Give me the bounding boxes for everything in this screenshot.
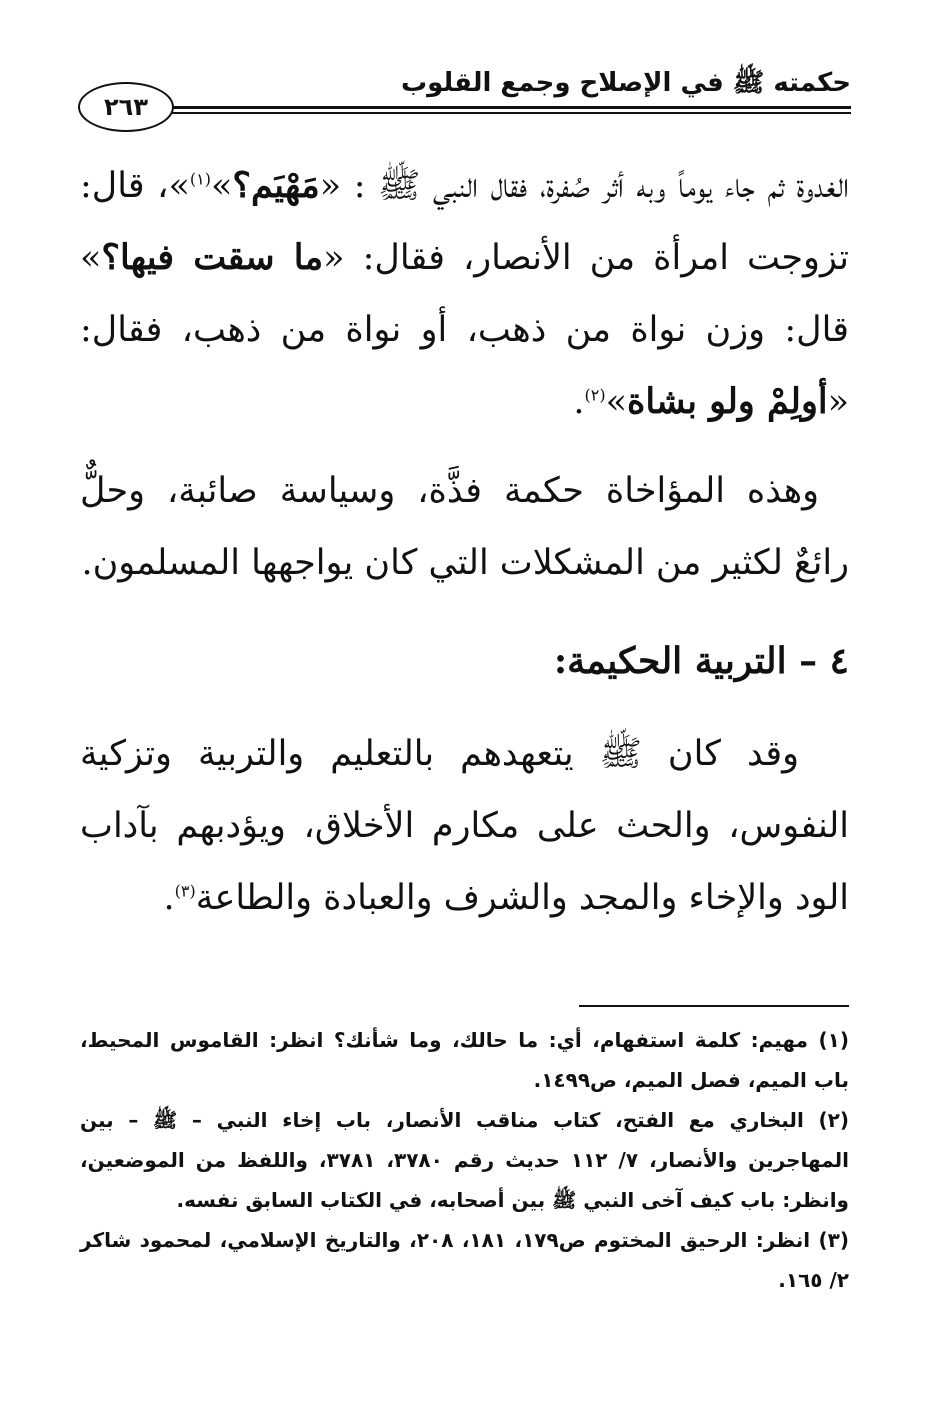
footnote-item <box>80 1100 849 1220</box>
hadith-quote: ما سقت فيها؟ <box>101 237 324 278</box>
header-rule-thin <box>160 112 851 114</box>
footnote-ref-1[interactable]: (١) <box>189 169 211 189</box>
footnote-item <box>80 1220 849 1300</box>
footnote-text: مهيم: كلمة استفهام، أي: ما حالك، وما شأنك؟ انظر: القاموس المحيط، باب الميم، فصل الميم، ص١٤٩٩. <box>80 1028 849 1092</box>
text-run: الغدوة ثم جاء يوماً وبه أثر صُفرة، فقال النبي ﷺ : « <box>319 166 850 206</box>
text-run: »، قال: تزوجت امرأة من الأنصار، فقال: « <box>80 166 849 278</box>
footnote-separator <box>579 1005 849 1007</box>
text-run: » قال: وزن نواة من ذهب، أو نواة من ذهب، فقال: « <box>80 238 849 422</box>
hadith-quote: مَهْيَم؟ <box>232 165 320 206</box>
footnote-number: (١) <box>818 1028 849 1052</box>
text-run: » <box>211 166 233 206</box>
footnote-number: (٢) <box>818 1108 849 1132</box>
footnote-text: انظر: الرحيق المختوم ص١٧٩، ١٨١، ٢٠٨، والتاريخ الإسلامي، لمحمود شاكر ٢/ ١٦٥. <box>80 1228 849 1292</box>
footnotes-section <box>80 1020 849 1300</box>
page-number: ٢٦٣ <box>104 93 148 121</box>
paragraph-3 <box>80 718 849 934</box>
paragraph-2 <box>80 455 849 599</box>
paragraph-1 <box>80 150 849 438</box>
footnote-text: البخاري مع الفتح، كتاب مناقب الأنصار، باب إخاء النبي – ﷺ – بين المهاجرين والأنصار، ٧/ ١١٢ حديث رقم ٣٧٨٠، ٣٧٨١، واللفظ من الموضعين، وانظر: باب كيف آخى النبي ﷺ بين أصحابه، في الكتاب السابق نفسه. <box>80 1108 850 1212</box>
footnote-item <box>80 1020 849 1100</box>
page-number-badge <box>78 82 174 132</box>
footnote-number: (٣) <box>818 1228 850 1252</box>
hadith-quote: أولِمْ ولو بشاة <box>627 381 828 422</box>
text-run: وقد كان ﷺ يتعهدهم بالتعليم والتربية وتزكية النفوس، والحث على مكارم الأخلاق، ويؤدبهم بآداب الود والإخاء والمجد والشرف والعبادة والطاعة <box>80 734 849 918</box>
text-run: . <box>163 878 175 918</box>
text-run: وهذه المؤاخاة حكمة فذَّة، وسياسة صائبة، وحلٌّ رائعٌ لكثير من المشكلات التي كان يواجهها المسلمون. <box>80 471 849 583</box>
section-heading: ٤ – التربية الحكيمة: <box>553 640 849 682</box>
running-header-title: حكمته ﷺ في الإصلاح وجمع القلوب <box>400 68 851 98</box>
footnote-ref-2[interactable]: (٢) <box>584 385 606 405</box>
header-rule <box>160 106 851 109</box>
footnote-ref-3[interactable]: (٣) <box>174 881 196 901</box>
text-run: » <box>605 382 627 422</box>
text-run: . <box>573 382 585 422</box>
